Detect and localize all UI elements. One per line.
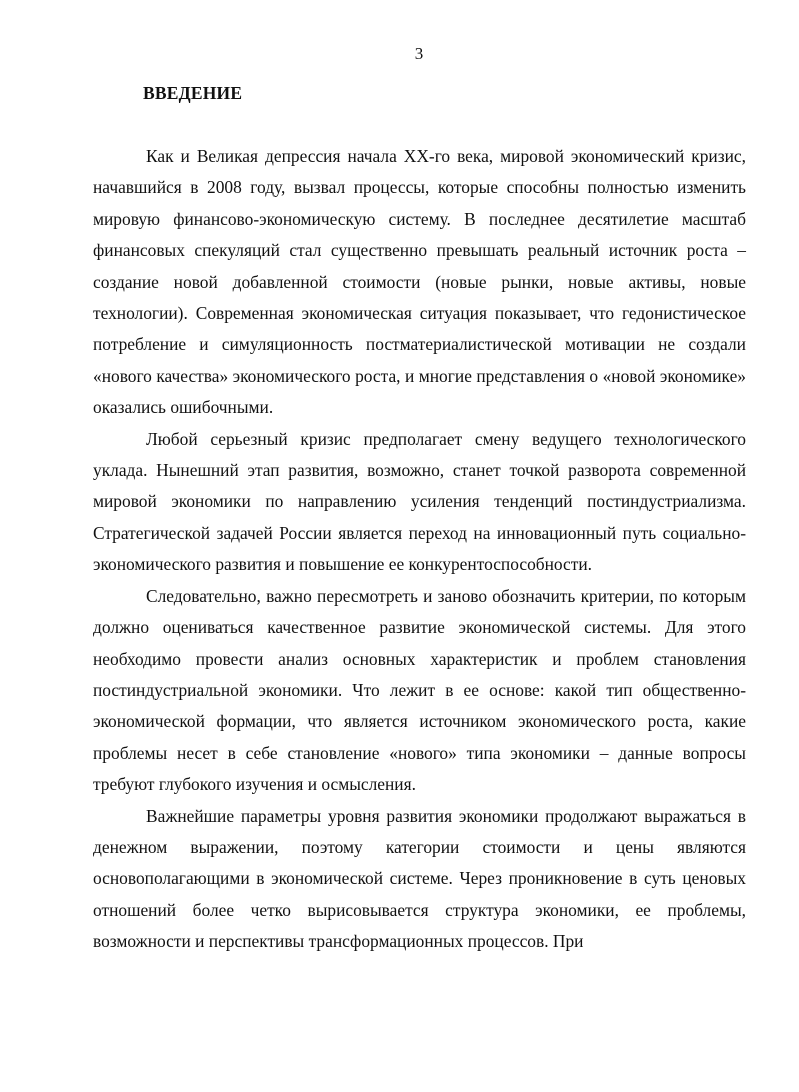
paragraph-3: Следовательно, важно пересмотреть и заново обозначить критерии, по которым должно оцениваться качественное развитие экономической системы. Для этого необходимо провести анализ основных характеристик и проблем становления постиндустриальной экономики. Что лежит в ее основе: какой тип общественно-экономической формации, что является источником экономического роста, какие проблемы несет в себе становление «нового» типа экономики – данные вопросы требуют глубокого изучения и осмысления.	[93, 585, 746, 795]
paragraph-4: Важнейшие параметры уровня развития экономики продолжают выражаться в денежном выражении, поэтому категории стоимости и цены являются основополагающими в экономической системе. Через проникновение в суть ценовых отношений более четко вырисовывается структура экономики, ее проблемы, возможности и перспективы трансформационных процессов. При	[93, 805, 746, 952]
page-number: 3	[414, 44, 424, 63]
paragraph-1: Как и Великая депрессия начала XX-го века, мировой экономический кризис, начавшийся в 2008 году, вызвал процессы, которые способны полностью изменить мировую финансово-экономическую систему. В последнее десятилетие масштаб финансовых спекуляций стал существенно превышать реальный источник роста – создание новой добавленной стоимости (новые рынки, новые активы, новые технологии). Современная экономическая ситуация показывает, что гедонистическое потребление и симуляционность постматериалистической мотивации не создали «нового качества» экономического роста, и многие представления о «новой экономике» оказались ошибочными.	[93, 146, 746, 418]
body-text	[93, 141, 746, 958]
paragraph-2: Любой серьезный кризис предполагает смену ведущего технологического уклада. Нынешний этап развития, возможно, станет точкой разворота современной мировой экономики по направлению усиления тенденций постиндустриализма. Стратегической задачей России является переход на инновационный путь социально-экономического развития и повышение ее конкурентоспособности.	[93, 428, 746, 575]
section-heading: ВВЕДЕНИЕ	[143, 83, 243, 103]
